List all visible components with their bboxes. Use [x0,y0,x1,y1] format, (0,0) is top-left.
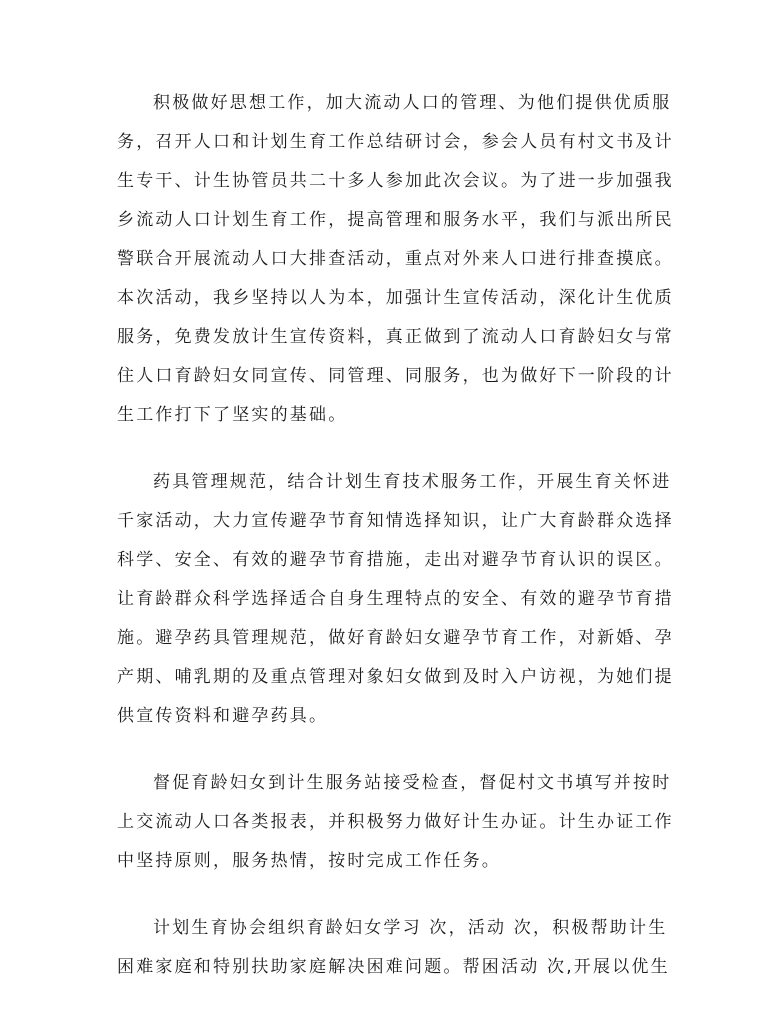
paragraph-line: 困难家庭和特别扶助家庭解决困难问题。帮困活动 次,开展以优生 [117,957,670,977]
paragraph-line: 服务，免费发放计生宣传资料，真正做到了流动人口育龄妇女与常 [117,327,674,347]
paragraph-line: 积极做好思想工作，加大流动人口的管理、为他们提供优质服 [153,93,672,113]
paragraph-line: 供宣传资料和避孕药具。 [117,706,329,726]
paragraph-line: 施。避孕药具管理规范，做好育龄妇女避孕节育工作，对新婚、孕 [117,628,674,648]
paragraph-line: 住人口育龄妇女同宣传、同管理、同服务，也为做好下一阶段的计 [117,366,674,386]
paragraph-line: 上交流动人口各类报表，并积极努力做好计生办证。计生办证工作 [117,812,674,832]
paragraph-1 [117,84,674,435]
paragraph-3 [117,764,674,881]
paragraph-line: 警联合开展流动人口大排查活动，重点对外来人口进行排查摸底。 [117,249,674,269]
paragraph-4 [117,909,670,987]
paragraph-line: 中坚持原则，服务热情，按时完成工作任务。 [117,851,501,871]
paragraph-line: 计划生育协会组织育龄妇女学习 次，活动 次，积极帮助计生 [153,918,668,938]
paragraph-line: 让育龄群众科学选择适合自身生理特点的安全、有效的避孕节育措 [117,589,674,609]
paragraph-line: 产期、哺乳期的及重点管理对象妇女做到及时入户访视，为她们提 [117,667,674,687]
paragraph-line: 本次活动，我乡坚持以人为本，加强计生宣传活动，深化计生优质 [117,288,674,308]
document-body [117,84,674,1015]
paragraph-line: 生专干、计生协管员共二十多人参加此次会议。为了进一步加强我 [117,171,674,191]
paragraph-line: 生工作打下了坚实的基础。 [117,405,348,425]
paragraph-line: 务，召开人口和计划生育工作总结研讨会，参会人员有村文书及计 [117,132,674,152]
paragraph-line: 乡流动人口计划生育工作，提高管理和服务水平，我们与派出所民 [117,210,674,230]
paragraph-line: 药具管理规范，结合计划生育技术服务工作，开展生育关怀进 [153,472,672,492]
paragraph-line: 千家活动，大力宣传避孕节育知情选择知识，让广大育龄群众选择 [117,511,674,531]
paragraph-2 [117,463,674,736]
paragraph-line: 科学、安全、有效的避孕节育措施，走出对避孕节育认识的误区。 [117,550,674,570]
paragraph-line: 督促育龄妇女到计生服务站接受检查，督促村文书填写并按时 [153,773,672,793]
